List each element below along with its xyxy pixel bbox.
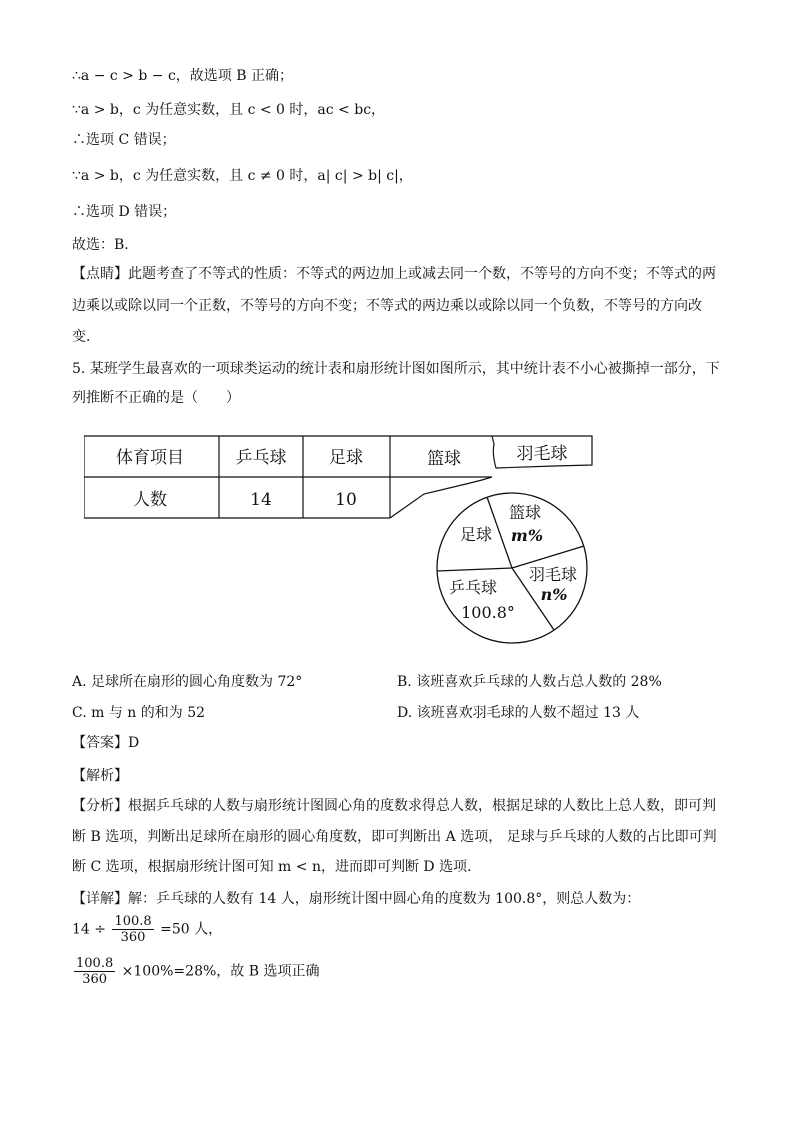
question-stem: 列推断不正确的是（ ） [72,390,240,406]
text-line: ∴选项 C 错误； [72,132,176,148]
text-line: ∴a − c > b − c，故选项 B 正确； [72,68,293,84]
option-c: C. m 与 n 的和为 52 [72,705,206,721]
option-b: B. 该班喜欢乒乓球的人数占总人数的 28% [397,674,662,690]
pie-value-basketball: m% [510,526,544,545]
pie-value-pingpong: 100.8° [461,603,515,622]
analysis-paragraph: 断 C 选项，根据扇形统计图可知 m < n，进而即可判断 D 选项． [72,859,482,875]
pie-label-basketball: 篮球 [508,503,542,522]
tip-paragraph: 变． [72,329,100,345]
fraction [74,956,115,987]
fraction [112,914,153,945]
option-a: A. 足球所在扇形的圆心角度数为 72° [72,674,303,690]
table-header-basketball: 篮球 [427,449,461,469]
analysis-paragraph: 【分析】根据乒乓球的人数与扇形统计图圆心角的度数求得总人数，根据足球的人数比上总人数，即可判 [72,798,716,814]
question-figure [84,432,604,652]
text-line: 故选：B． [72,237,139,253]
table-header-football: 足球 [329,448,363,468]
detail-paragraph: 【详解】解：乒乓球的人数有 14 人，扇形统计图中圆心角的度数为 100.8°，则总人数为： [72,891,641,907]
answer-line: 【答案】D [72,735,140,751]
tip-paragraph: 【点睛】此题考查了不等式的性质：不等式的两边加上或减去同一个数，不等号的方向不变；不等式的两 [72,266,716,282]
pie-value-badminton: n% [540,585,568,604]
calc-text: 14 ÷ [72,921,106,938]
pie-label-badminton: 羽毛球 [528,565,578,584]
fraction-numerator: 100.8 [114,914,152,929]
table-cell-pingpong: 14 [250,490,272,510]
fraction-denominator: 360 [82,972,108,987]
table-cell-football: 10 [335,490,357,510]
analysis-title: 【解析】 [72,768,128,784]
fraction-denominator: 360 [120,930,146,945]
tip-paragraph: 边乘以或除以同一个正数，不等号的方向不变；不等式的两边乘以或除以同一个负数，不等号的方向改 [72,298,702,314]
text-line: ∴选项 D 错误； [72,204,177,220]
analysis-paragraph: 断 B 选项，判断出足球所在扇形的圆心角度数，即可判断出 A 选项， 足球与乒乓球的人数的占比即可判 [72,829,717,845]
question-stem: 5. 某班学生最喜欢的一项球类运动的统计表和扇形统计图如图所示，其中统计表不小心被撕掉一部分，下 [72,361,720,377]
table-header-badminton: 羽毛球 [516,444,568,464]
fraction-numerator: 100.8 [76,956,114,971]
pie-label-football: 足球 [459,525,493,544]
calc-text: ×100%=28%，故 B 选项正确 [121,963,320,980]
calc-line-2 [72,956,319,987]
text-line: ∵a > b，c 为任意实数，且 c ≠ 0 时，a| c| > b| c|， [72,168,413,184]
calc-line-1 [72,914,222,945]
calc-text: =50 人， [160,921,223,938]
pie-labels [449,503,577,622]
pie-label-pingpong: 乒乓球 [448,578,498,597]
table-row-label: 人数 [133,490,167,510]
table-header-pingpong: 乒乓球 [235,448,287,468]
table-header-item: 体育项目 [116,448,184,468]
option-d: D. 该班喜欢羽毛球的人数不超过 13 人 [397,705,640,721]
text-line: ∵a > b，c 为任意实数，且 c < 0 时，ac < bc， [72,102,386,118]
